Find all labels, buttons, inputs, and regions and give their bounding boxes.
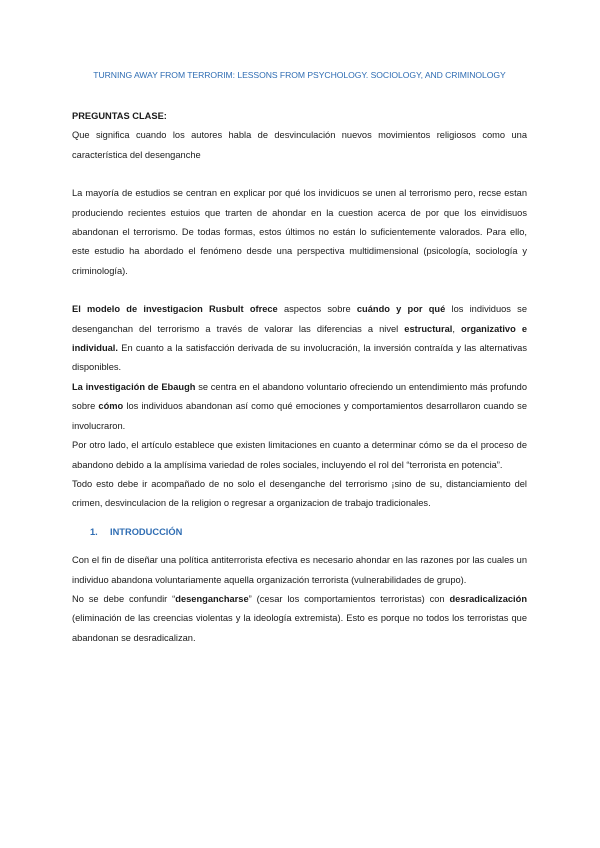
- heading-number: 1.: [90, 526, 98, 537]
- document-body: [72, 70, 527, 648]
- text: se centra en el abandono voluntario ofreciendo un entendimiento más profundo sobre: [72, 381, 528, 412]
- paragraph-desenganche: Todo esto debe ir acompañado de no solo el desenganche del terrorismo ¡sino de su, distanciamiento del crimen, desvinculacion de la religion o regresar a organizacion de trabajo tradicionales.: [72, 478, 527, 509]
- heading-text: INTRODUCCIÓN: [110, 526, 183, 537]
- bold-text: desradicalización: [449, 593, 527, 604]
- text: No se debe confundir “: [72, 593, 176, 604]
- preguntas-label: PREGUNTAS CLASE:: [72, 111, 167, 121]
- paragraph-rusbult: [72, 300, 527, 378]
- text: aspectos sobre: [277, 304, 357, 315]
- paragraph-politica: Con el fin de diseñar una política antiterrorista efectiva es necesario ahondar en las razones por las cuales un individuo abandona voluntariamente aquella organización terrorista (vulnerabilidades de grupo).: [72, 555, 527, 585]
- bold-text: organizativo e individual.: [72, 323, 528, 354]
- preguntas-text: Que significa cuando los autores habla de desvinculación nuevos movimientos religiosos como una característica del desenganche: [72, 130, 527, 160]
- bold-text: cuándo y por qué: [356, 304, 446, 315]
- paragraph-limitations: Por otro lado, el artículo establece que existen limitaciones en cuanto a determinar cómo se da el proceso de abandono debido a la amplísima variedad de roles sociales, incluyendo el rol del “terrorista en potencia”.: [72, 440, 527, 470]
- bold-text: cómo: [98, 401, 124, 412]
- paragraph-ebaugh: [72, 378, 527, 436]
- paragraph-intro-studies: La mayoría de estudios se centran en explicar por qué los invidicuos se unen al terrorismo pero, recse estan produciendo recientes estuios que trarten de ahondar en la cuestion acerca de por que los einvidisuos abandonan el terrorismo. De todas formas, estos últimos no están lo suficientemente valorados. Para ello, este estudio ha abordado el fenómeno desde una perspectiva multidimensional (psicología, sociología y criminología).: [72, 188, 527, 276]
- paragraph-desradicalizacion: [72, 590, 527, 648]
- text: los individuos se desenganchan del terrorismo a través de valorar las diferencias a nivel: [72, 304, 527, 334]
- text: En cuanto a la satisfacción derivada de su involucración, la inversión contraída y las alternativas disponibles.: [72, 343, 527, 373]
- bold-text: La investigación de Ebaugh: [72, 381, 196, 392]
- text: ,: [452, 323, 462, 334]
- bold-text: desengancharse: [175, 593, 249, 604]
- text: ” (cesar los comportamientos terroristas) con: [248, 593, 450, 604]
- bold-text: El modelo de investigacion Rusbult ofrece: [72, 304, 278, 315]
- text: los individuos abandonan así como qué emociones y comportamientos desarrollaron cuando se involucraron.: [72, 401, 528, 431]
- bold-text: estructural: [404, 323, 453, 334]
- document-title: TURNING AWAY FROM TERRORIM: LESSONS FROM PSYCHOLOGY. SOCIOLOGY, AND CRIMINOLOGY: [93, 70, 506, 80]
- text: (eliminación de las creencias violentas y la ideología extremista). Esto es porque no todos los terroristas que abandonan se desradicalizan.: [72, 613, 527, 643]
- section-heading-introduccion: [72, 523, 527, 542]
